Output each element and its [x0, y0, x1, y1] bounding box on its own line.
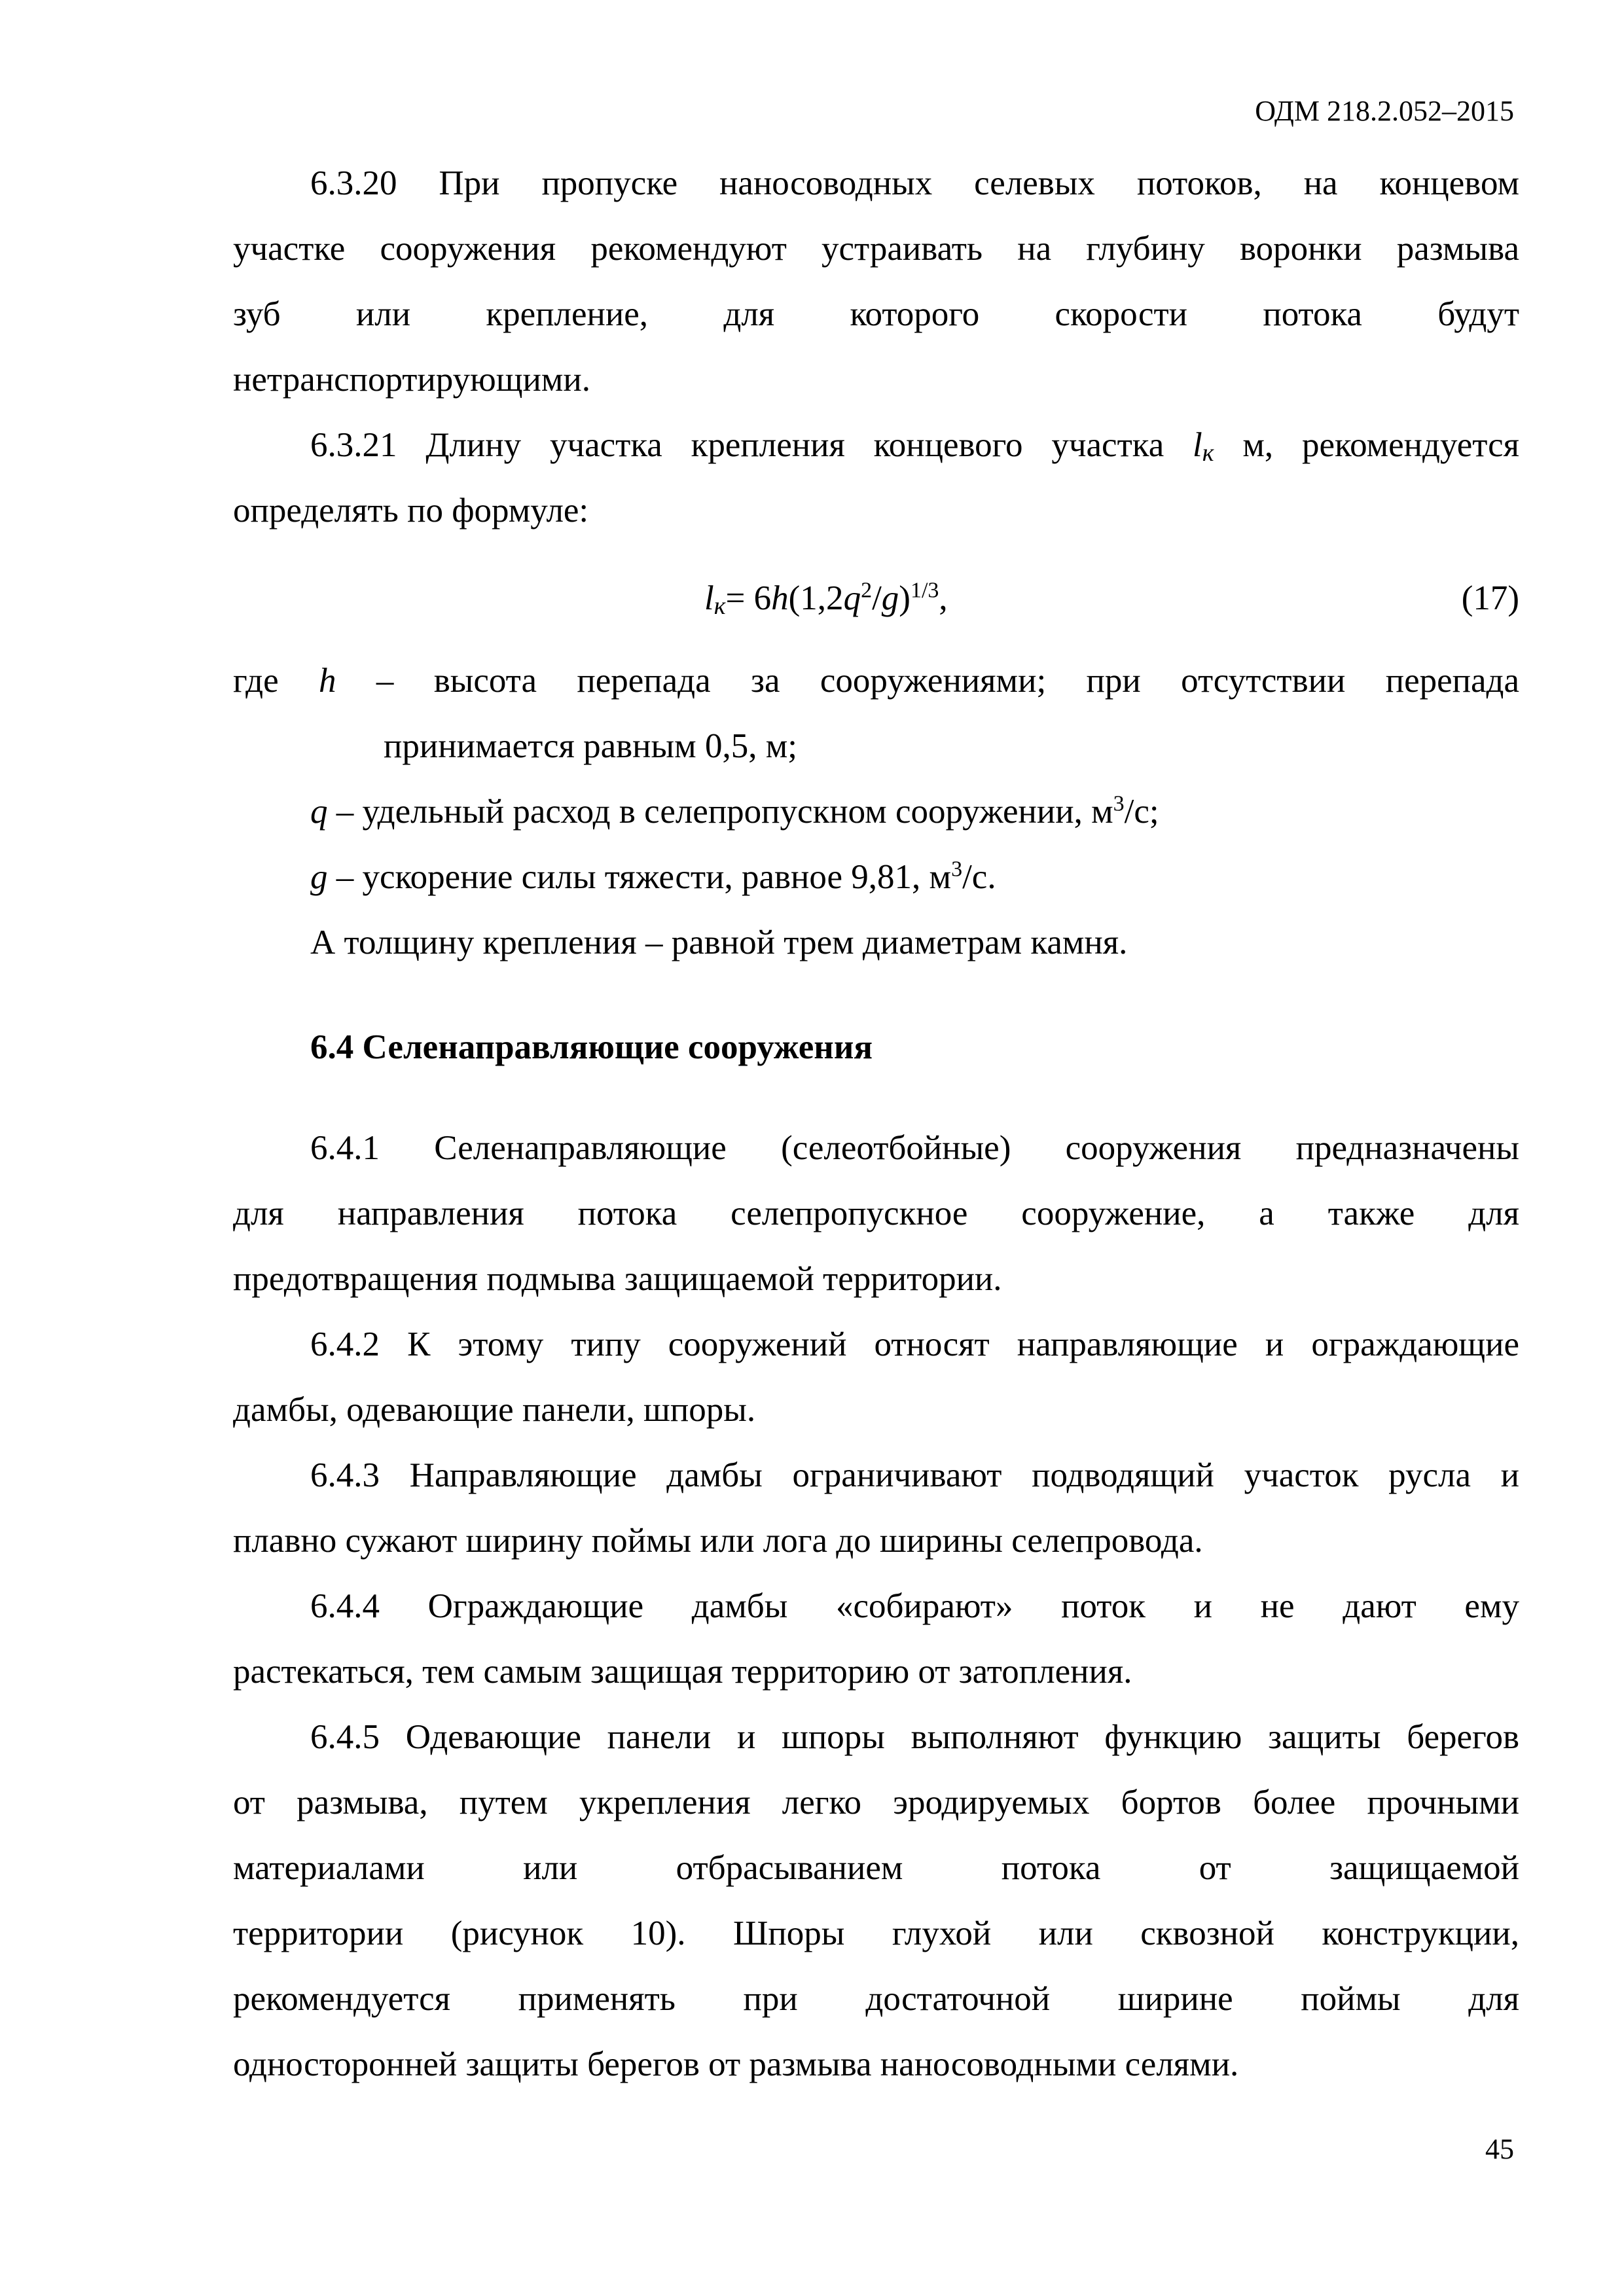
formula-number: (17): [1461, 579, 1519, 617]
paragraph-line: плавно сужают ширину поймы или лога до ширины селепровода.: [233, 1522, 1203, 1560]
definition-q-text: – удельный расход в селепропускном сооружении, м: [327, 793, 1113, 831]
definition-h-continuation: принимается равным 0,5, м;: [384, 727, 797, 765]
variable-h: h: [318, 662, 336, 700]
formula-q: q: [843, 579, 861, 617]
formula: [704, 565, 948, 631]
paragraph-line: 6.4.1 Селенаправляющие (селеотбойные) сооружения предназначены: [310, 1129, 1519, 1167]
paragraph-6-4-2: [233, 1312, 1519, 1443]
paragraph-line: территории (рисунок 10). Шпоры глухой или сквозной конструкции,: [233, 1914, 1519, 1952]
paragraph-6-4-4: [233, 1573, 1519, 1704]
definition-h: [233, 648, 1519, 713]
variable-q: q: [310, 793, 328, 831]
variable-l: l: [1193, 426, 1202, 464]
definition-g-unit: /с.: [962, 858, 996, 896]
paragraph-line: [233, 412, 1519, 478]
paragraph-line: определять по формуле:: [233, 492, 589, 529]
variable-g: g: [310, 858, 328, 896]
formula-slash: /: [872, 579, 882, 617]
variable-subscript: к: [1202, 439, 1214, 467]
formula-outer-exponent: 1/3: [910, 578, 939, 603]
paragraph-line: 6.4.5 Одевающие панели и шпоры выполняют функцию защиты берегов: [310, 1718, 1519, 1756]
definition-q: [233, 779, 1519, 844]
paragraph-line: материалами или отбрасыванием потока от защищаемой: [233, 1849, 1519, 1887]
definition-g-exponent: 3: [951, 857, 963, 882]
paragraph-line: нетранспортирующими.: [233, 361, 591, 399]
paragraph-6-4-1: [233, 1115, 1519, 1312]
formula-h: h: [771, 579, 789, 617]
definition-g-text: – ускорение силы тяжести, равное 9,81, м: [327, 858, 952, 896]
where-word: где: [233, 662, 279, 700]
paragraph-line: для направления потока селепропускное сооружение, а также для: [233, 1194, 1519, 1232]
paragraph-line: 6.4.4 Ограждающие дамбы «собирают» поток и не дают ему: [310, 1587, 1519, 1625]
formula-g: g: [881, 579, 899, 617]
section-heading: 6.4 Селенаправляющие сооружения: [310, 1028, 873, 1066]
paragraph-line: растекаться, тем самым защищая территорию от затопления.: [233, 1653, 1132, 1691]
paragraph-line: зуб или крепление, для которого скорости потока будут: [233, 295, 1519, 333]
paragraph-line: 6.3.20 При пропуске наносоводных селевых потоков, на концевом: [310, 164, 1519, 202]
paragraph-line: участке сооружения рекомендуют устраивать на глубину воронки размыва: [233, 230, 1519, 268]
document-code: ОДМ 218.2.052–2015: [1255, 95, 1514, 127]
formula-lhs-subscript: к: [713, 592, 726, 620]
definition-h-text: – высота перепада за сооружениями; при отсутствии перепада: [376, 662, 1519, 700]
paragraph-line: рекомендуется применять при достаточной ширине поймы для: [233, 1980, 1519, 2018]
paragraph-6-4-5: [233, 1704, 1519, 2097]
paragraph-text: 6.3.21 Длину участка крепления концевого участка: [310, 426, 1193, 464]
definition-g: [233, 844, 1519, 910]
paragraph-6-3-20: [233, 151, 1519, 412]
formula-eq: = 6: [725, 579, 772, 617]
formula-open: (1,2: [788, 579, 844, 617]
paragraph-6-4-3: [233, 1443, 1519, 1573]
paragraph-line: односторонней защиты берегов от размыва наносоводными селями.: [233, 2045, 1239, 2083]
paragraph-6-3-21: [233, 412, 1519, 543]
thickness-note: А толщину крепления – равной трем диаметрам камня.: [310, 924, 1128, 961]
paragraph-line: предотвращения подмыва защищаемой территории.: [233, 1260, 1002, 1298]
formula-row: [233, 565, 1519, 631]
definitions: [233, 648, 1519, 975]
paragraph-text: м, рекомендуется: [1214, 426, 1519, 464]
definition-q-exponent: 3: [1113, 791, 1125, 816]
paragraph-line: от размыва, путем укрепления легко эродируемых бортов более прочными: [233, 1784, 1519, 1821]
paragraph-line: дамбы, одевающие панели, шпоры.: [233, 1391, 756, 1429]
formula-q-exponent: 2: [861, 578, 873, 603]
page-content: [233, 151, 1519, 2097]
paragraph-line: 6.4.2 К этому типу сооружений относят направляющие и ограждающие: [310, 1325, 1519, 1363]
page-number: 45: [1485, 2133, 1514, 2165]
formula-close: ): [899, 579, 911, 617]
paragraph-line: 6.4.3 Направляющие дамбы ограничивают подводящий участок русла и: [310, 1456, 1519, 1494]
formula-lhs-var: l: [704, 579, 714, 617]
definition-q-unit: /с;: [1124, 793, 1159, 831]
formula-comma: ,: [939, 579, 948, 617]
